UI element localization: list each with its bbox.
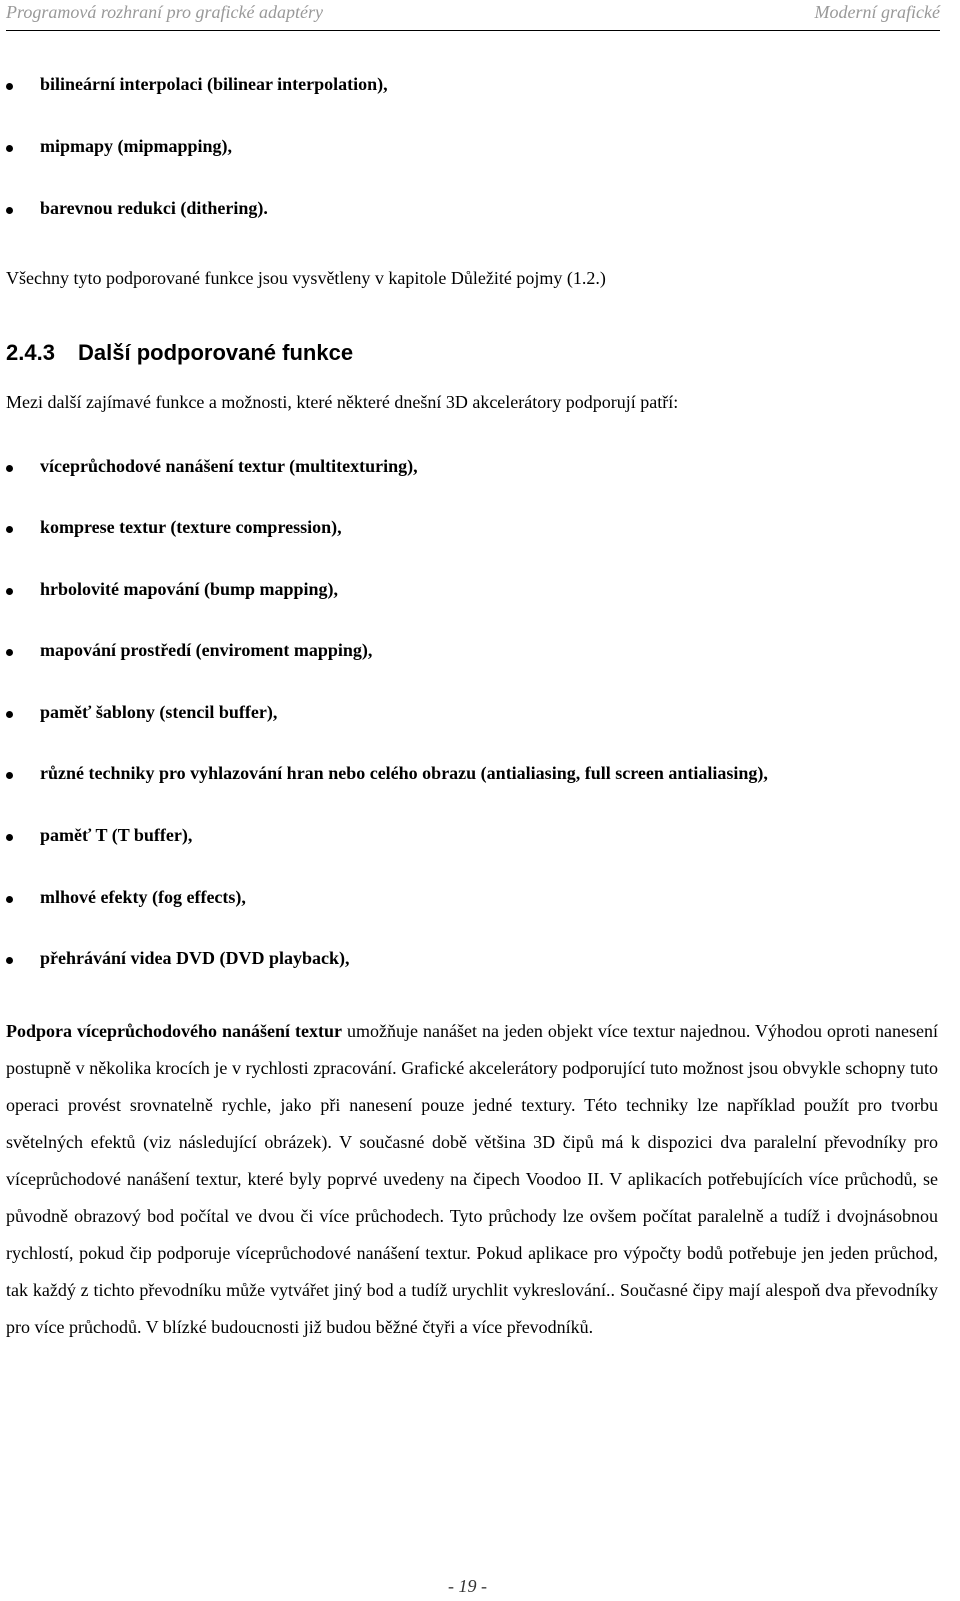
body-paragraph [6, 1013, 938, 1346]
list-item [6, 517, 940, 543]
intro-note: Všechny tyto podporované funkce jsou vysvětleny v kapitole Důležité pojmy (1.2.) [6, 268, 606, 288]
bullet-icon [6, 465, 13, 472]
list-item-text: hrbolovité mapování (bump mapping), [40, 579, 339, 599]
list-item-text: paměť šablony (stencil buffer), [40, 702, 278, 722]
list-item [6, 640, 940, 666]
header-title-left: Programová rozhraní pro grafické adaptéry [6, 2, 323, 22]
list-item [6, 948, 940, 974]
bullet-icon [6, 588, 13, 595]
bullet-icon [6, 957, 13, 964]
list-item [6, 456, 940, 482]
bullet-icon [6, 207, 13, 214]
list-item-text: mipmapy (mipmapping), [40, 136, 233, 156]
list-item [6, 136, 940, 162]
bullet-icon [6, 834, 13, 841]
bullet-icon [6, 772, 13, 779]
list-item-text: paměť T (T buffer), [40, 825, 193, 845]
list-item-text: přehrávání videa DVD (DVD playback), [40, 948, 350, 968]
paragraph-lead: Podpora víceprůchodového nanášení textur [6, 1021, 343, 1041]
list-item [6, 825, 940, 851]
section-intro: Mezi další zajímavé funkce a možnosti, které některé dnešní 3D akcelerátory podporují patří: [6, 392, 679, 412]
list-item-text: různé techniky pro vyhlazování hran nebo celého obrazu (antialiasing, full screen antialiasing), [40, 763, 768, 783]
bullet-icon [6, 145, 13, 152]
list-item-text: komprese textur (texture compression), [40, 517, 342, 537]
list-item-text: bilineární interpolaci (bilinear interpolation), [40, 74, 388, 94]
running-header [6, 0, 940, 31]
list-item [6, 579, 940, 605]
list-item-text: mapování prostředí (enviroment mapping), [40, 640, 373, 660]
list-item [6, 198, 940, 224]
list-item [6, 702, 940, 728]
list-item-text: barevnou redukci (dithering). [40, 198, 268, 218]
list-item [6, 887, 940, 913]
bullet-icon [6, 526, 13, 533]
list-item-text: mlhové efekty (fog effects), [40, 887, 246, 907]
list-item-text: víceprůchodové nanášení textur (multitexturing), [40, 456, 418, 476]
page-number: - 19 - [448, 1576, 487, 1596]
bullet-icon [6, 649, 13, 656]
header-title-right: Moderní grafické [814, 2, 940, 22]
section-number: 2.4.3 [6, 340, 55, 365]
bullet-icon [6, 83, 13, 90]
section-title: Další podporované funkce [78, 340, 354, 365]
list-item [6, 74, 940, 100]
bullet-icon [6, 711, 13, 718]
bullet-icon [6, 896, 13, 903]
list-item [6, 763, 940, 789]
paragraph-text: umožňuje nanášet na jeden objekt více textur najednou. Výhodou oproti nanesení postupně v několika krocích je v rychlosti zpracování. Grafické akcelerátory podporující tuto možnost jsou obvykle schopny tuto operaci provést srovnatelně rychle, jako při nanesení pouze jedné textury. Této techniky lze například použít pro tvorbu světelných efektů (viz následující obrázek). V současné době většina 3D čipů má k dispozici dva paralelní převodníky pro víceprůchodové nanášení textur, které byly poprvé uvedeny na čipech Voodoo II. V aplikacích potřebujících více průchodů, se původně obrazový bod počítal ve dvou či více průchodech. Tyto průchody lze ovšem počítat paralelně a tudíž i dvojnásobnou rychlostí, pokud čip podporuje víceprůchodové nanášení textur. Pokud aplikace pro výpočty bodů potřebuje jen jeden průchod, tak každý z tichto převodníku může vytvářet jiný bod a tudíž urychlit vykreslování.. Současné čipy mají alespoň dva převodníky pro více průchodů. V blízké budoucnosti již budou běžné čtyři a více převodníků. [6, 1021, 938, 1337]
section-heading [6, 340, 353, 366]
